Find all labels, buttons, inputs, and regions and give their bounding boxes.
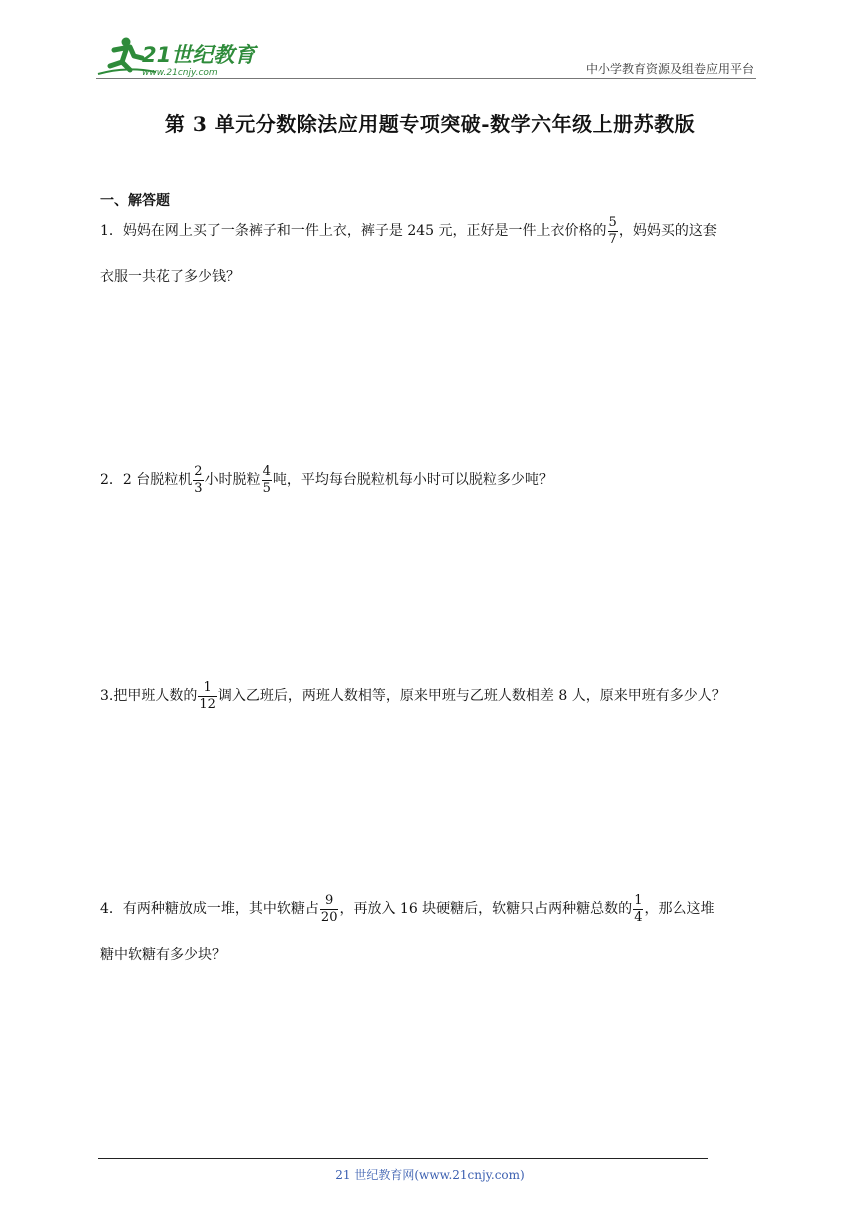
question-2-line-1 <box>100 457 760 503</box>
logo-url-text: www.21cnjy.com <box>142 68 218 78</box>
question-2 <box>100 457 760 503</box>
question-text: ，再放入 16 块硬糖后，软糖只占两种糖总数的 <box>339 901 633 917</box>
question-4 <box>100 886 760 978</box>
question-1-line-2: 衣服一共花了多少钱？ <box>100 269 240 285</box>
footer-link[interactable]: 21 世纪教育网(www.21cnjy.com) <box>335 1168 525 1182</box>
question-3 <box>100 673 760 719</box>
header-divider <box>96 78 756 79</box>
fraction-numerator: 2 <box>194 463 203 479</box>
question-number: 3. <box>100 688 114 704</box>
header-tagline: 中小学教育资源及组卷应用平台 <box>585 62 754 76</box>
fraction-numerator: 1 <box>634 892 643 908</box>
fraction-numerator: 5 <box>608 214 617 230</box>
question-number: 1． <box>100 223 123 239</box>
fraction-denominator: 3 <box>194 480 203 496</box>
logo-brand-text: 21世纪教育 <box>142 43 256 67</box>
fraction <box>320 893 339 926</box>
question-number: 4． <box>100 901 123 917</box>
fraction <box>633 893 643 926</box>
question-4-line-1 <box>100 886 760 932</box>
question-text: 调入乙班后，两班人数相等，原来甲班与乙班人数相差 8 人，原来甲班有多少人？ <box>217 688 726 704</box>
fraction-numerator: 1 <box>203 679 212 695</box>
question-text: 小时脱粒 <box>204 472 261 488</box>
fraction-denominator: 20 <box>320 909 338 925</box>
fraction-denominator: 5 <box>262 480 271 496</box>
question-text: 吨，平均每台脱粒机每小时可以脱粒多少吨？ <box>272 472 553 488</box>
question-text: 把甲班人数的 <box>113 688 198 704</box>
question-number: 2． <box>100 472 123 488</box>
fraction-denominator: 12 <box>199 696 216 712</box>
fraction <box>608 215 618 248</box>
fraction-denominator: 4 <box>634 909 643 925</box>
fraction <box>262 464 272 497</box>
question-text: 有两种糖放成一堆，其中软糖占 <box>122 901 319 917</box>
question-text: 妈妈在网上买了一条裤子和一件上衣，裤子是 245 元，正好是一件上衣价格的 <box>122 223 607 239</box>
question-text: ，妈妈买的这套 <box>618 223 717 239</box>
fraction <box>193 464 203 497</box>
fraction-denominator: 7 <box>608 231 617 247</box>
fraction-numerator: 4 <box>262 463 271 479</box>
fraction-numerator: 9 <box>325 892 334 908</box>
section-heading: 一、解答题 <box>100 193 170 209</box>
footer-divider <box>98 1158 708 1159</box>
question-1 <box>100 208 760 300</box>
site-logo <box>96 36 266 78</box>
question-text: 2 台脱粒机 <box>122 472 193 488</box>
runner-logo-icon <box>96 36 266 78</box>
question-4-line-2: 糖中软糖有多少块？ <box>100 947 226 963</box>
page-title: 第 3 单元分数除法应用题专项突破-数学六年级上册苏教版 <box>164 112 696 136</box>
question-1-line-1 <box>100 208 760 254</box>
question-text: ，那么这堆 <box>644 901 715 917</box>
question-3-line-1 <box>100 673 760 719</box>
fraction <box>198 680 217 713</box>
